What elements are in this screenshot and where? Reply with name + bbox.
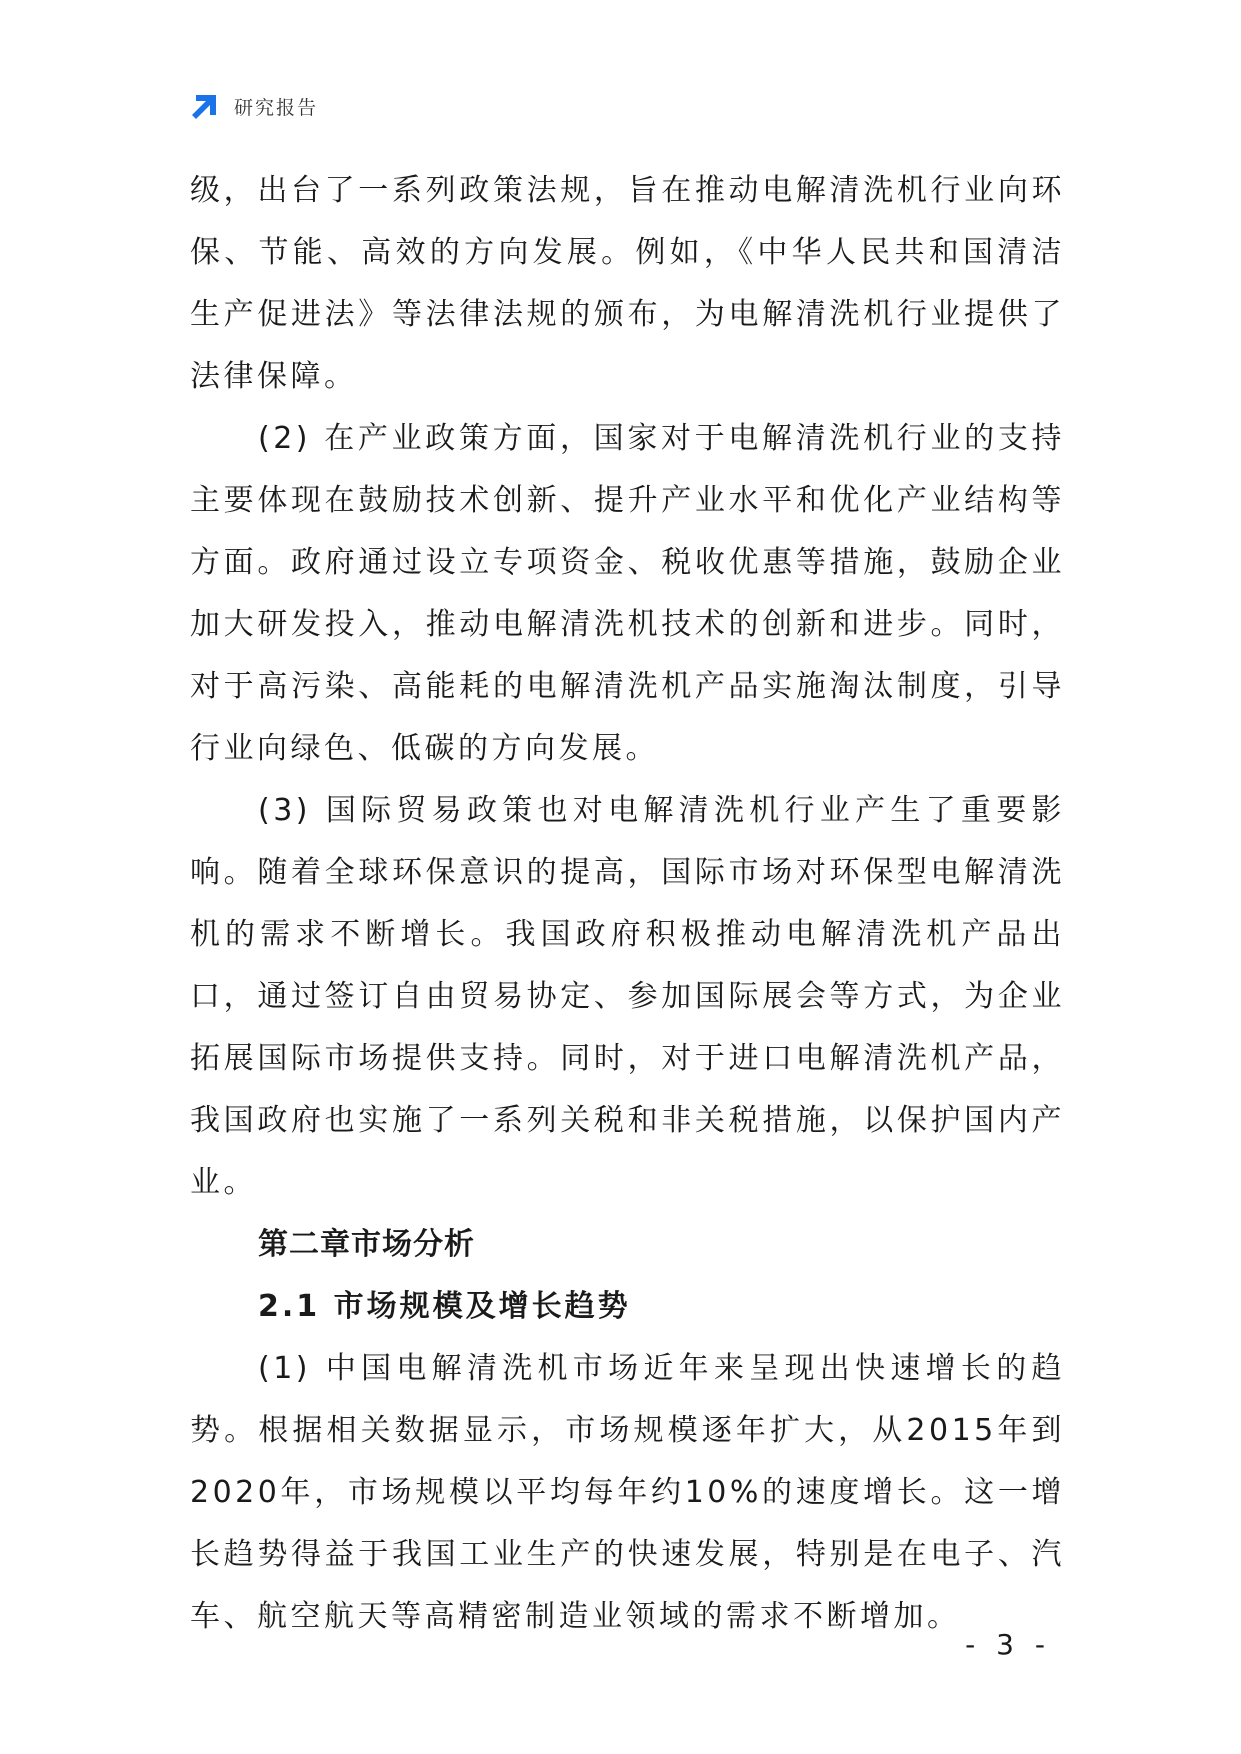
paragraph-industrial-policy: (2) 在产业政策方面，国家对于电解清洗机行业的支持主要体现在鼓励技术创新、提升产业水平和优化产业结构等方面。政府通过设立专项资金、税收优惠等措施，鼓励企业加大研发投入，推动电解清洗机技术的创新和进步。同时，对于高污染、高能耗的电解清洗机产品实施淘汰制度，引导行业向绿色、低碳的方向发展。 <box>190 421 1065 766</box>
page-header <box>190 90 318 122</box>
page-number: - 3 - <box>965 1628 1051 1661</box>
paragraph-market-size: (1) 中国电解清洗机市场近年来呈现出快速增长的趋势。根据相关数据显示，市场规模逐年扩大，从2015年到2020年，市场规模以平均每年约10%的速度增长。这一增长趋势得益于我国工业生产的快速发展，特别是在电子、汽车、航空航天等高精密制造业领域的需求不断增加。 <box>190 1351 1065 1634</box>
arrow-up-right-icon <box>190 91 220 121</box>
report-label: 研究报告 <box>234 96 319 119</box>
paragraph-policy-continued: 级，出台了一系列政策法规，旨在推动电解清洗机行业向环保、节能、高效的方向发展。例如，《中华人民共和国清洁生产促进法》等法律法规的颁布，为电解清洗机行业提供了法律保障。 <box>190 173 1065 394</box>
section-heading: 2.1 市场规模及增长趋势 <box>258 1289 631 1324</box>
paragraph-trade-policy: (3) 国际贸易政策也对电解清洗机行业产生了重要影响。随着全球环保意识的提高，国际市场对环保型电解清洗机的需求不断增长。我国政府积极推动电解清洗机产品出口，通过签订自由贸易协定、参加国际展会等方式，为企业拓展国际市场提供支持。同时，对于进口电解清洗机产品，我国政府也实施了一系列关税和非关税措施，以保护国内产业。 <box>190 793 1065 1200</box>
chapter-heading: 第二章市场分析 <box>258 1227 475 1262</box>
document-body <box>190 160 1065 1648</box>
